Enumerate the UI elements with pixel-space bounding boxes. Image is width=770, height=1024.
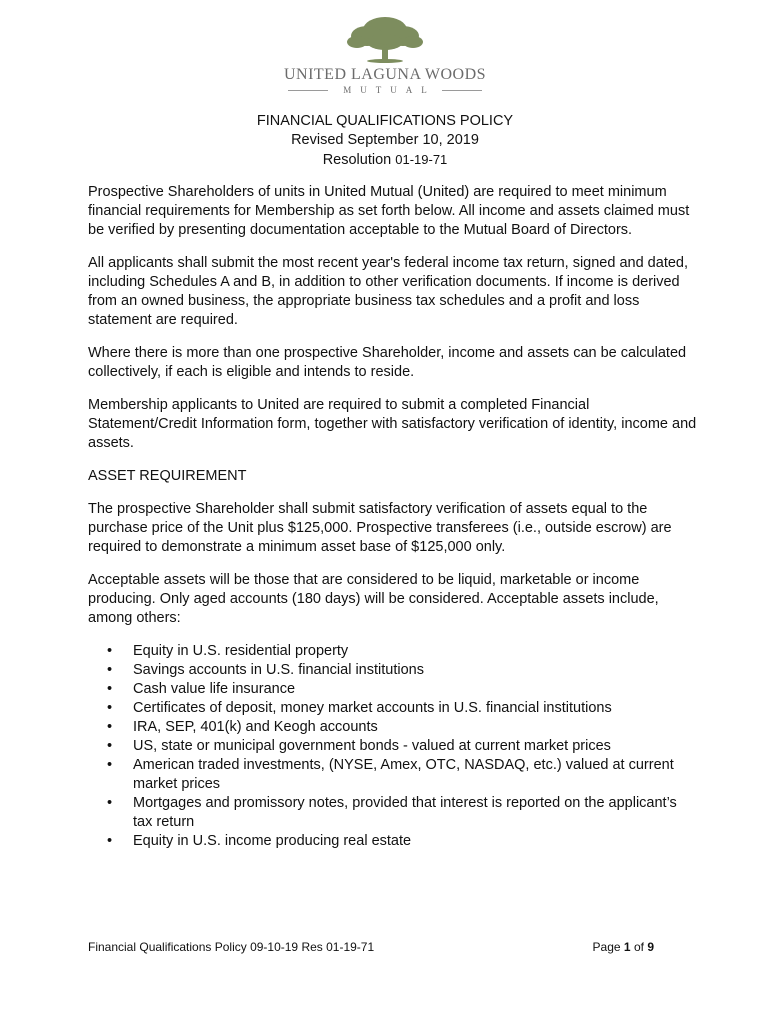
tree-icon xyxy=(345,14,425,64)
page-number xyxy=(593,940,654,954)
page-label: Page xyxy=(592,940,621,954)
tax-return-paragraph: All applicants shall submit the most recent year's federal income tax return, signed and dated, including Schedules A and B, in addition to other verification documents. If income is derived from an owned business, the appropriate business tax schedules and a profit and loss statement are required. xyxy=(88,255,689,328)
list-item: • Cash value life insurance xyxy=(133,680,698,699)
policy-title: FINANCIAL QUALIFICATIONS POLICY xyxy=(256,113,514,129)
acceptable-assets-list xyxy=(88,642,698,851)
policy-header xyxy=(0,112,770,170)
page-footer xyxy=(88,940,654,954)
financial-statement-paragraph: Membership applicants to United are required to submit a completed Financial Statement/Credit Information form, together with satisfactory verification of identity, income and assets. xyxy=(88,397,697,451)
resolution-label: Resolution xyxy=(322,152,392,168)
list-item: • Equity in U.S. income producing real estate xyxy=(133,832,698,851)
revised-date: Revised September 10, 2019 xyxy=(291,132,479,148)
page-of: of xyxy=(633,940,644,954)
list-item: • US, state or municipal government bonds - valued at current market prices xyxy=(133,737,698,756)
multiple-shareholders-paragraph: Where there is more than one prospective Shareholder, income and assets can be calculated collectively, if each is eligible and intends to reside. xyxy=(88,345,687,380)
asset-verification-paragraph: The prospective Shareholder shall submit satisfactory verification of assets equal to the purchase price of the Unit plus $125,000. Prospective transferees (i.e., outside escrow) are required to demonstrate a minimum asset base of $125,000 only. xyxy=(88,501,672,555)
intro-paragraph: Prospective Shareholders of units in United Mutual (United) are required to meet minimum financial requirements for Membership as set forth below. All income and assets claimed must be verified by presenting documentation acceptable to the Mutual Board of Directors. xyxy=(88,184,690,238)
logo xyxy=(280,14,490,100)
list-item: • American traded investments, (NYSE, Amex, OTC, NASDAQ, etc.) valued at current market prices xyxy=(133,756,698,794)
page-total: 9 xyxy=(647,940,654,954)
list-item: • Savings accounts in U.S. financial institutions xyxy=(133,661,698,680)
asset-requirement-heading: ASSET REQUIREMENT xyxy=(88,468,247,484)
acceptable-assets-paragraph: Acceptable assets will be those that are considered to be liquid, marketable or income producing. Only aged accounts (180 days) will be considered. Acceptable assets include, among others: xyxy=(88,572,659,626)
list-item: • Certificates of deposit, money market accounts in U.S. financial institutions xyxy=(133,699,698,718)
page-current: 1 xyxy=(623,940,631,954)
resolution-number: 01-19-71 xyxy=(395,152,448,167)
list-item: • Mortgages and promissory notes, provided that interest is reported on the applicant’s tax return xyxy=(133,794,698,832)
list-item: • IRA, SEP, 401(k) and Keogh accounts xyxy=(133,718,698,737)
policy-body xyxy=(88,183,698,851)
logo-name: UNITED LAGUNA WOODS xyxy=(283,66,487,83)
logo-rule-left xyxy=(288,90,328,91)
list-item: • Equity in U.S. residential property xyxy=(133,642,698,661)
logo-sub-row xyxy=(280,85,490,95)
logo-sub: MUTUAL xyxy=(343,85,436,95)
resolution-line xyxy=(0,150,770,170)
footer-document-id: Financial Qualifications Policy 09-10-19 Res 01-19-71 xyxy=(88,940,375,954)
logo-rule-right xyxy=(442,90,482,91)
